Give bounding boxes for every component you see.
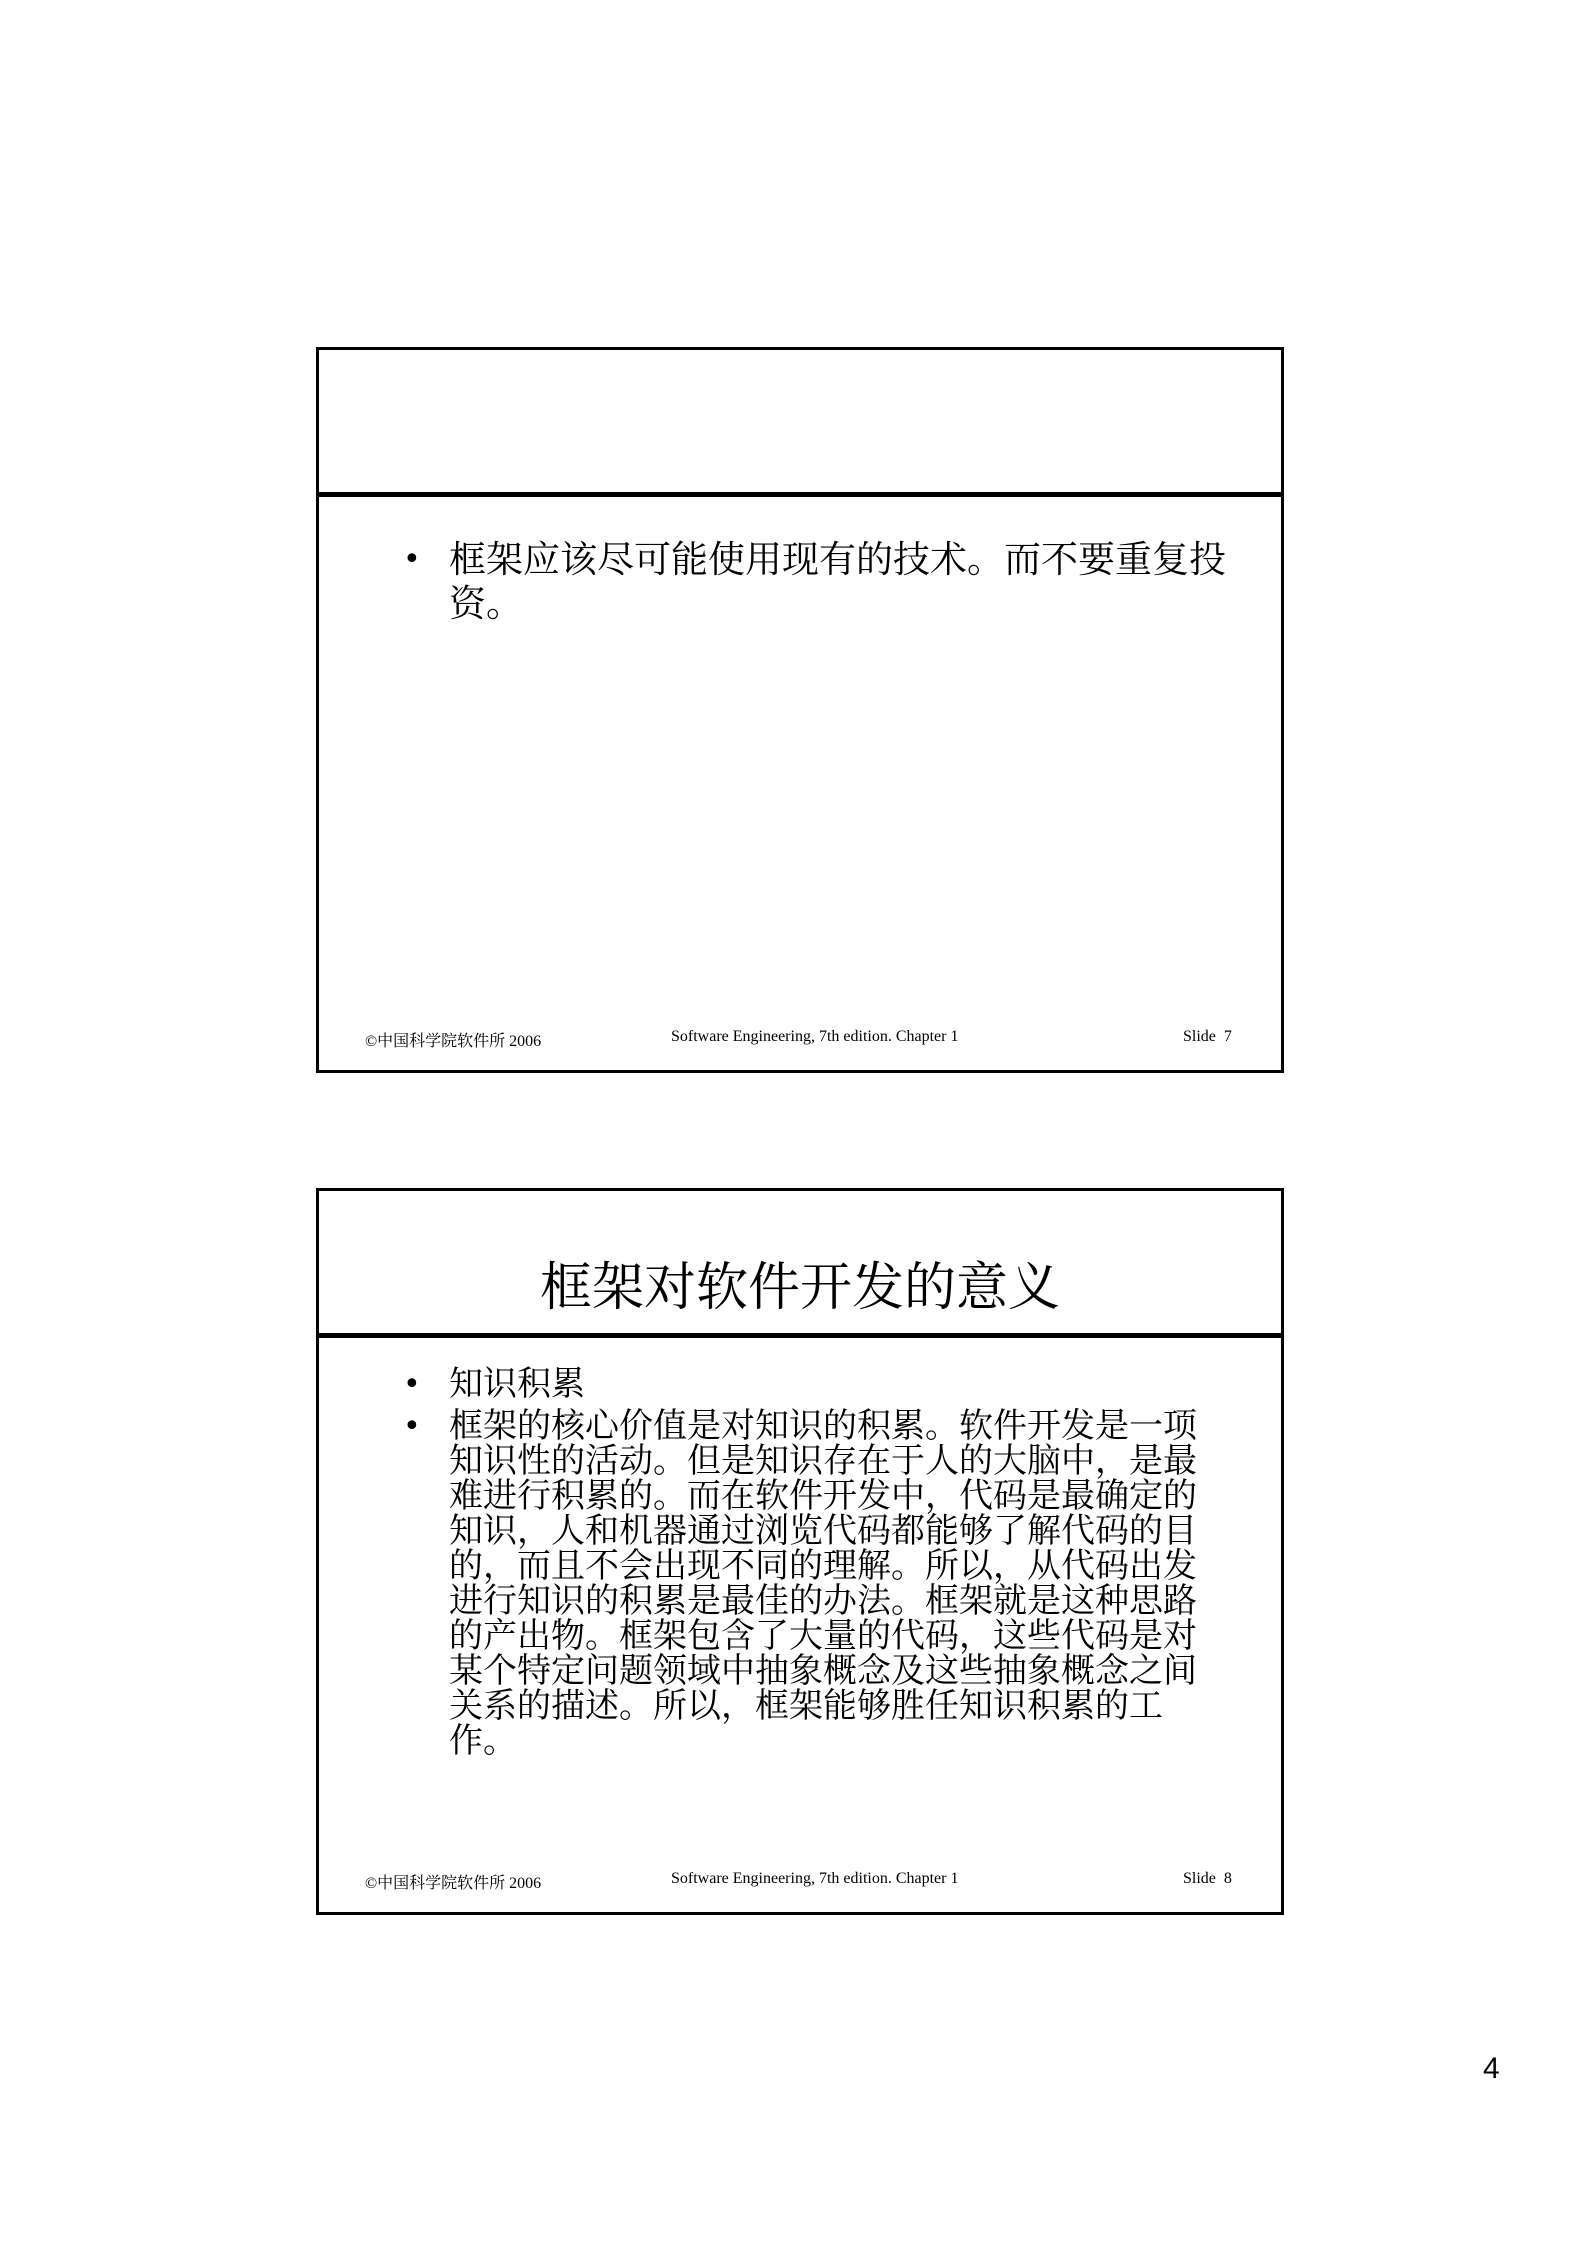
slide-7 (316, 347, 1284, 1073)
bullet-text: 框架应该尽可能使用现有的技术。而不要重复投资。 (449, 538, 1226, 625)
bullet-text: 框架的核心价值是对知识的积累。软件开发是一项知识性的活动。但是知识存在于人的大脑中，是最难进行积累的。而在软件开发中，代码是最确定的知识，人和机器通过浏览代码都能够了解代码的目的，而且不会出现不同的理解。所以，从代码出发进行知识的积累是最佳的办法。框架就是这种思路的产出物。框架包含了大量的代码，这些代码是对某个特定问题领域中抽象概念及这些抽象概念之间关系的描述。所以，框架能够胜任知识积累的工作。 (449, 1406, 1197, 1761)
footer-slide-number: Slide 8 (1183, 1870, 1232, 1887)
bullet-icon: • (403, 542, 421, 577)
bullet-item (403, 1406, 1224, 1761)
page-number: 4 (1483, 2052, 1500, 2085)
footer-copyright: ©中国科学院软件所 2006 (365, 1033, 542, 1050)
slide-body (403, 1364, 1224, 1761)
slide-title: 框架对软件开发的意义 (539, 1258, 1060, 1318)
bullet-icon: • (403, 1409, 421, 1444)
bullet-text: 知识积累 (449, 1364, 585, 1404)
title-divider (319, 1333, 1281, 1338)
footer-copyright: ©中国科学院软件所 2006 (365, 1875, 542, 1892)
slide-body (403, 538, 1229, 626)
footer-slide-number: Slide 7 (1183, 1028, 1232, 1045)
bullet-icon: • (403, 1367, 421, 1402)
bullet-item (403, 538, 1229, 626)
footer-course: Software Engineering, 7th edition. Chapter 1 (671, 1028, 959, 1045)
title-divider (319, 492, 1281, 497)
footer-course: Software Engineering, 7th edition. Chapter 1 (671, 1870, 959, 1887)
slide-8 (316, 1188, 1284, 1915)
bullet-item (403, 1364, 1224, 1404)
